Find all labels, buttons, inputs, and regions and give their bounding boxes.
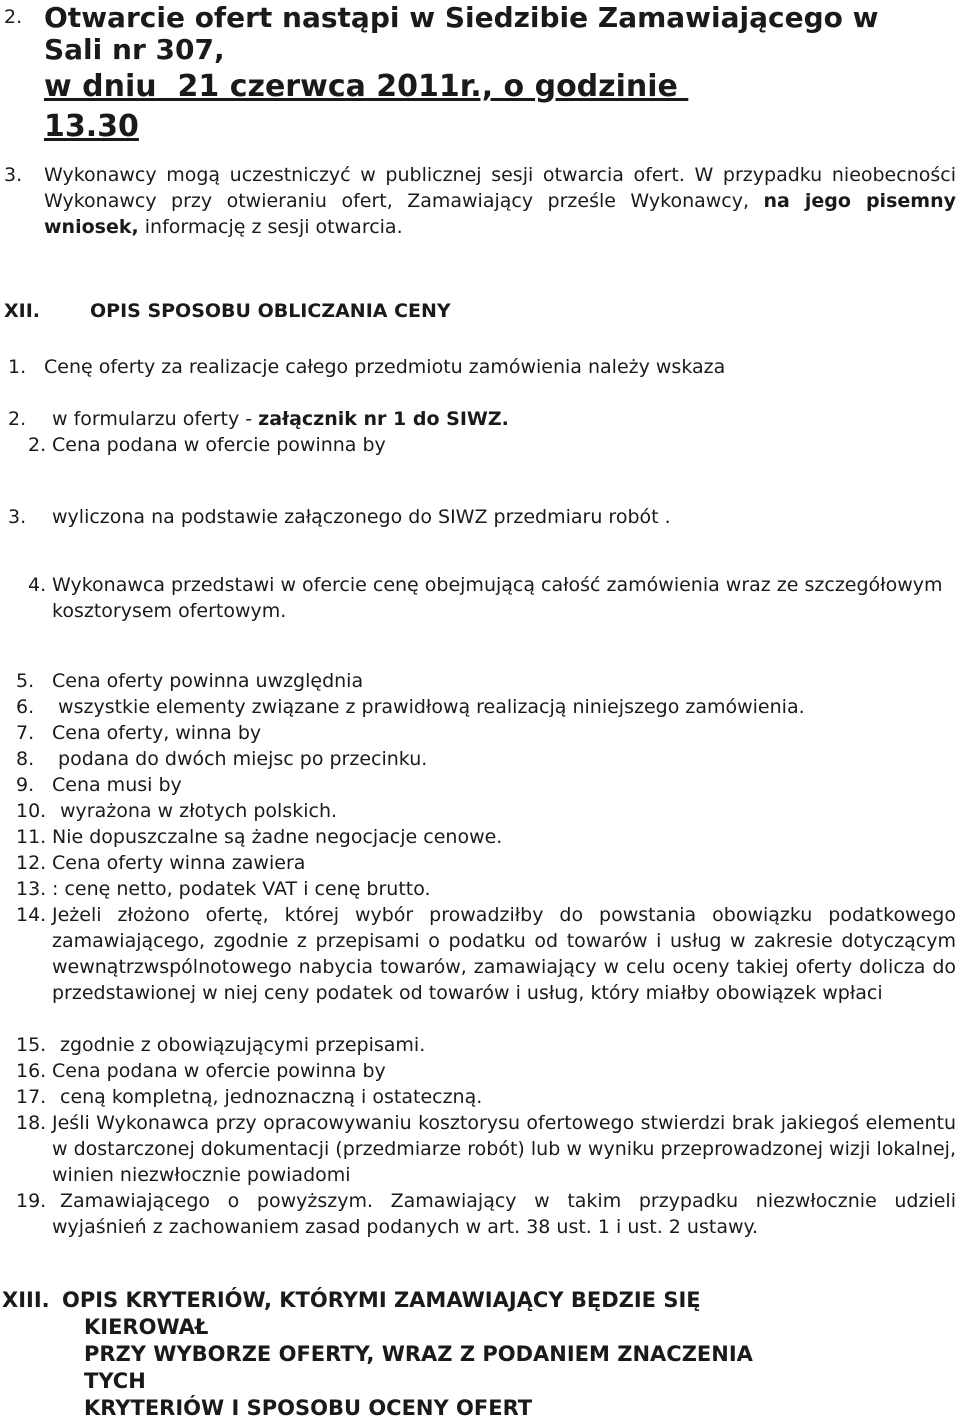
list-item-text	[52, 406, 956, 432]
bold-text-run: na jego pisemny wniosek,	[44, 190, 956, 238]
list-item-text: Zamawiającego o powyższym. Zamawiający w takim przypadku niezwłocznie udzieli wyjaśnień z zachowaniem zasad podanych w art. 38 ust. 1 i ust. 2 ustawy.	[52, 1190, 956, 1238]
list-item-text: Cena oferty, winna by	[52, 722, 262, 744]
section-title-line: OPIS KRYTERIÓW, KTÓRYMI ZAMAWIAJĄCY BĘDZIE SIĘ	[62, 1288, 701, 1312]
section-title-line: PRZY WYBORZE OFERTY, WRAZ Z PODANIEM ZNACZENIA	[84, 1342, 753, 1366]
list-item-text: ceną kompletną, jednoznaczną i ostateczną.	[60, 1086, 483, 1108]
opening-line: Otwarcie ofert nastąpi w Siedzibie Zamawiającego w	[44, 1, 879, 34]
list-item-text: Cenę oferty za realizacje całego przedmiotu zamówienia należy wskaza	[44, 356, 726, 378]
list-item-text	[44, 162, 956, 240]
list-item-number: 5.	[16, 670, 35, 692]
list-item-number: 2.	[28, 434, 47, 456]
opening-line: w dniu 21 czerwca 2011r., o godzinie	[44, 69, 689, 104]
section-number: XIII.	[2, 1288, 50, 1312]
list-item-text: wszystkie elementy związane z prawidłową realizacją niniejszego zamówienia.	[52, 696, 805, 718]
list-item-number: 12.	[16, 852, 47, 874]
list-item-text: Jeżeli złożono ofertę, której wybór prowadziłby do powstania obowiązku podatkowego zamawiającego, zgodnie z przepisami o podatku od towarów i usług w zakresie dotyczącym wewnątrzwspólnotowego nabycia towarów, zamawiający w celu oceny takiej oferty dolicza do przedstawionej w niej ceny podatek od towarów i usług, który miałby obowiązek wpłaci	[52, 904, 956, 1004]
list-item-number: 2.	[4, 6, 23, 28]
list-item-number: 17.	[16, 1086, 47, 1108]
list-item-text: Cena oferty winna zawiera	[52, 852, 306, 874]
list-item-text: Jeśli Wykonawca przy opracowywaniu kosztorysu ofertowego stwierdzi brak jakiegoś elementu w dostarczonej dokumentacji (przedmiarze robót) lub w wyniku przeprowadzonej wizji lokalnej, winien niezwłocznie powiadomi	[52, 1112, 956, 1186]
list-item-number: 10.	[16, 800, 47, 822]
list-item-text: : cenę netto, podatek VAT i cenę brutto.	[52, 878, 431, 900]
list-item-number: 3.	[4, 164, 23, 186]
list-item-text: wyrażona w złotych polskich.	[60, 800, 338, 822]
list-item-number: 9.	[16, 774, 35, 796]
list-item-number: 4.	[28, 574, 47, 596]
list-item-number: 2.	[8, 408, 27, 430]
section-number: XII.	[4, 300, 41, 322]
list-item-text: Cena podana w ofercie powinna by	[52, 1060, 386, 1082]
list-item-number: 6.	[16, 696, 35, 718]
text-run: w formularzu oferty -	[52, 408, 259, 430]
list-item-text: Cena podana w ofercie powinna by	[52, 434, 386, 456]
section-title-line: KIEROWAŁ	[84, 1315, 209, 1339]
opening-line: Sali nr 307,	[44, 33, 225, 66]
opening-line: 13.30	[44, 109, 139, 144]
list-item-text: Cena musi by	[52, 774, 182, 796]
list-item-number: 18.	[16, 1112, 47, 1134]
list-item-number: 14.	[16, 904, 47, 926]
text-run: informację z sesji otwarcia.	[138, 216, 403, 238]
section-title-line: TYCH	[84, 1369, 146, 1393]
list-item-text: podana do dwóch miejsc po przecinku.	[52, 748, 428, 770]
list-item-number: 7.	[16, 722, 35, 744]
list-item-number: 15.	[16, 1034, 47, 1056]
list-item-number: 1.	[8, 356, 27, 378]
list-item-number: 11.	[16, 826, 47, 848]
list-item-text: Nie dopuszczalne są żadne negocjacje cenowe.	[52, 826, 503, 848]
opening-info	[44, 2, 879, 146]
list-item-text: wyliczona na podstawie załączonego do SIWZ przedmiaru robót .	[52, 506, 671, 528]
list-item-number: 13.	[16, 878, 47, 900]
section-title-line: KRYTERIÓW I SPOSOBU OCENY OFERT	[84, 1396, 533, 1420]
list-item-number: 3.	[8, 506, 27, 528]
list-item-text: Wykonawca przedstawi w ofercie cenę obejmującą całość zamówienia wraz ze szczegółowym kosztorysem ofertowym.	[52, 574, 943, 622]
list-item-number: 19.	[16, 1190, 47, 1212]
text-run: Wykonawcy mogą uczestniczyć w publicznej sesji otwarcia ofert. W przypadku nieobecności Wykonawcy przy otwieraniu ofert, Zamawiający prześle Wykonawcy,	[44, 164, 956, 212]
section-title	[62, 1287, 942, 1422]
bold-text-run: załącznik nr 1 do SIWZ.	[258, 408, 509, 430]
section-title: OPIS SPOSOBU OBLICZANIA CENY	[90, 300, 451, 322]
list-item-text: Cena oferty powinna uwzględnia	[52, 670, 364, 692]
list-item-number: 8.	[16, 748, 35, 770]
list-item-number: 16.	[16, 1060, 47, 1082]
list-item-text: zgodnie z obowiązującymi przepisami.	[60, 1034, 426, 1056]
